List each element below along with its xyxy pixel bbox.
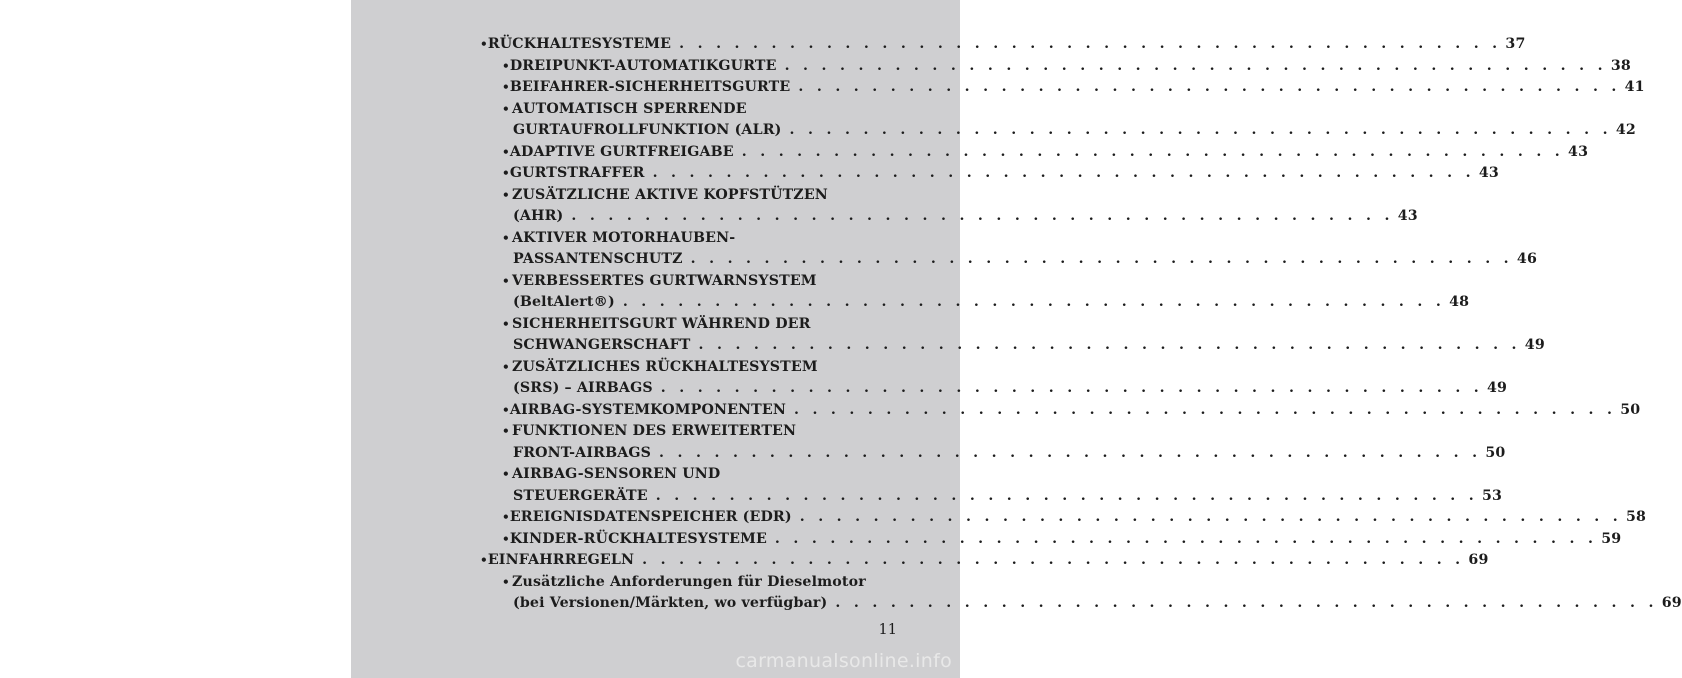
bullet-icon: •: [502, 230, 510, 245]
toc-entry-label-continued: GURTAUFROLLFUNKTION (ALR): [513, 122, 782, 138]
toc-entry-page: 49: [1487, 380, 1508, 396]
toc-entry-continuation[interactable]: [513, 120, 1636, 142]
bullet-icon: •: [502, 467, 510, 481]
bullet-icon: •: [480, 553, 488, 567]
toc-entry-beifahrer-sicherheitsgurte[interactable]: [502, 77, 1645, 99]
toc-entry-label: Zusätzliche Anforderungen für Dieselmotor: [512, 573, 866, 590]
toc-entry-continuation[interactable]: [513, 335, 1545, 357]
bullet-icon: •: [480, 37, 488, 51]
toc-entry-aktive-kopfstuetzen[interactable]: [502, 185, 897, 207]
toc-entry-label: AKTIVER MOTORHAUBEN-: [512, 229, 736, 246]
toc-entry-label: AIRBAG-SYSTEMKOMPONENTEN: [509, 401, 786, 418]
toc-entry-continuation[interactable]: [513, 249, 1537, 271]
toc-entry-page: 59: [1601, 530, 1622, 547]
toc-panel: [351, 0, 1682, 678]
page-number: 11: [878, 622, 897, 638]
toc-entry-continuation[interactable]: [513, 378, 1508, 400]
dot-leader: . . . . . . . . . . . . . . . . . . . . . . . . . . . . . . . . . . . . . . . . . . . . .: [642, 552, 1465, 568]
bullet-icon: •: [502, 510, 510, 524]
toc-entry-label-continued: (AHR): [513, 208, 564, 224]
toc-entry-page: 38: [1610, 57, 1631, 74]
bullet-icon: •: [502, 273, 510, 288]
toc-entry-label: GURTSTRAFFER: [509, 165, 645, 181]
toc-entry-label: ZUSÄTZLICHES RÜCKHALTESYSTEM: [512, 358, 818, 375]
dot-leader: . . . . . . . . . . . . . . . . . . . . . . . . . . . . . . . . . . . . . . . . . . . . .: [659, 444, 1482, 461]
toc-entry-adaptive-gurtfreigabe[interactable]: [502, 142, 1589, 164]
toc-entry-label: ZUSÄTZLICHE AKTIVE KOPFSTÜTZEN: [512, 186, 828, 203]
toc-entry-page: 58: [1626, 509, 1647, 525]
toc-entry-automatisch-sperrende[interactable]: [502, 99, 897, 121]
dot-leader: . . . . . . . . . . . . . . . . . . . . . . . . . . . . . . . . . . . . . . . . . . . . .: [655, 487, 1479, 504]
toc-entry-airbag-sensoren[interactable]: [502, 464, 897, 486]
toc-entry-page: 41: [1624, 79, 1645, 95]
toc-entry-label-continued: SCHWANGERSCHAFT: [513, 337, 691, 353]
toc-entry-label: RÜCKHALTESYSTEME: [487, 36, 672, 52]
bullet-icon: •: [502, 101, 510, 116]
dot-leader: . . . . . . . . . . . . . . . . . . . . . . . . . . . . . . . . . . . . . . . . . . . . .: [679, 36, 1502, 52]
toc-entry-continuation[interactable]: [513, 292, 1470, 314]
toc-entry-label: FUNKTIONEN DES ERWEITERTEN: [512, 423, 797, 439]
bullet-icon: •: [502, 359, 510, 374]
toc-entry-ereignisdatenspeicher[interactable]: [502, 507, 1647, 529]
dot-leader: . . . . . . . . . . . . . . . . . . . . . . . . . . . . . . . . . . . . . . . . . . . . .: [571, 208, 1394, 224]
toc-entry-einfahrregeln[interactable]: [480, 550, 1489, 572]
bullet-icon: •: [502, 187, 510, 202]
toc-entry-page: 46: [1516, 251, 1537, 267]
toc-entry-airbag-systemkomponenten[interactable]: [502, 400, 1641, 422]
bullet-icon: •: [502, 144, 510, 159]
toc-entry-label-continued: STEUERGERÄTE: [513, 487, 648, 504]
toc-entry-continuation[interactable]: [513, 593, 1682, 615]
toc-entry-page: 43: [1568, 143, 1589, 160]
toc-entry-label: AIRBAG-SENSOREN UND: [512, 466, 721, 482]
bullet-icon: •: [502, 80, 510, 94]
toc-entry-label: SICHERHEITSGURT WÄHREND DER: [512, 315, 811, 332]
toc-entry-aktiver-motorhauben[interactable]: [502, 228, 897, 250]
toc-entry-kinder-rueckhaltesysteme[interactable]: [502, 529, 1622, 551]
dot-leader: . . . . . . . . . . . . . . . . . . . . . . . . . . . . . . . . . . . . . . . . . . . . .: [741, 143, 1565, 160]
toc-entry-gurtstraffer[interactable]: [502, 163, 1499, 185]
dot-leader: . . . . . . . . . . . . . . . . . . . . . . . . . . . . . . . . . . . . . . . . . . . . .: [798, 79, 1621, 95]
toc-entry-label: ADAPTIVE GURTFREIGABE: [509, 143, 734, 160]
bullet-icon: •: [502, 316, 510, 331]
dot-leader: . . . . . . . . . . . . . . . . . . . . . . . . . . . . . . . . . . . . . . . . . . . . .: [622, 294, 1446, 310]
dot-leader: . . . . . . . . . . . . . . . . . . . . . . . . . . . . . . . . . . . . . . . . . . . . .: [660, 380, 1484, 396]
bullet-icon: •: [502, 574, 510, 589]
toc-entry-dieselmotor[interactable]: [502, 572, 897, 594]
toc-entry-label-continued: FRONT-AIRBAGS: [513, 444, 652, 461]
dot-leader: . . . . . . . . . . . . . . . . . . . . . . . . . . . . . . . . . . . . . . . . . . . . .: [652, 165, 1475, 181]
toc-entry-page: 37: [1505, 36, 1526, 52]
toc-entry-page: 43: [1478, 165, 1499, 181]
toc-entry-label: EINFAHRREGELN: [487, 552, 635, 568]
toc-entry-rueckhaltesysteme[interactable]: [480, 34, 1526, 56]
toc-entry-page: 43: [1397, 208, 1418, 224]
dot-leader: . . . . . . . . . . . . . . . . . . . . . . . . . . . . . . . . . . . . . . . . . . . . .: [698, 337, 1521, 353]
dot-leader: . . . . . . . . . . . . . . . . . . . . . . . . . . . . . . . . . . . . . . . . . . . . .: [793, 401, 1617, 418]
toc-entry-label: DREIPUNKT-AUTOMATIKGURTE: [509, 57, 777, 74]
toc-entry-continuation[interactable]: [513, 206, 1418, 228]
toc-entry-dreipunkt-automatikgurte[interactable]: [502, 56, 1631, 78]
bullet-icon: •: [502, 424, 510, 438]
bullet-icon: •: [502, 402, 510, 417]
bullet-icon: •: [502, 531, 510, 546]
toc-entry-page: 49: [1524, 337, 1545, 353]
dot-leader: . . . . . . . . . . . . . . . . . . . . . . . . . . . . . . . . . . . . . . . . . . . . .: [774, 530, 1598, 547]
bullet-icon: •: [502, 166, 510, 180]
toc-entry-page: 69: [1468, 552, 1489, 568]
toc-entry-page: 69: [1661, 595, 1682, 611]
bullet-icon: •: [502, 58, 510, 73]
toc-entry-label-continued: (bei Versionen/Märkten, wo verfügbar): [513, 595, 828, 611]
toc-entry-label: EREIGNISDATENSPEICHER (EDR): [509, 509, 792, 525]
toc-entry-page: 48: [1449, 294, 1470, 310]
toc-entry-page: 53: [1482, 487, 1503, 504]
toc-entry-label-continued: (BeltAlert®): [513, 294, 615, 310]
toc-entry-page: 50: [1620, 401, 1641, 418]
toc-entry-continuation[interactable]: [513, 443, 1506, 465]
toc-entry-label-continued: (SRS) – AIRBAGS: [513, 380, 653, 396]
toc-entry-page: 42: [1615, 122, 1636, 138]
dot-leader: . . . . . . . . . . . . . . . . . . . . . . . . . . . . . . . . . . . . . . . . . . . . .: [789, 122, 1612, 138]
dot-leader: . . . . . . . . . . . . . . . . . . . . . . . . . . . . . . . . . . . . . . . . . . . . .: [835, 595, 1658, 611]
toc-entry-label: KINDER-RÜCKHALTESYSTEME: [509, 530, 767, 547]
dot-leader: . . . . . . . . . . . . . . . . . . . . . . . . . . . . . . . . . . . . . . . . . . . . .: [690, 251, 1513, 267]
toc-entry-sicherheitsgurt-schwangerschaft[interactable]: [502, 314, 897, 336]
dot-leader: . . . . . . . . . . . . . . . . . . . . . . . . . . . . . . . . . . . . . . . . . . . . .: [784, 57, 1607, 74]
toc-entry-gurtwarnsystem[interactable]: [502, 271, 897, 293]
watermark-text: carmanualsonline.info: [735, 650, 952, 672]
toc-entry-label: BEIFAHRER-SICHERHEITSGURTE: [509, 79, 791, 95]
toc-entry-funktionen-front-airbags[interactable]: [502, 421, 897, 443]
toc-entry-label: VERBESSERTES GURTWARNSYSTEM: [512, 272, 817, 289]
toc-entry-label-continued: PASSANTENSCHUTZ: [513, 251, 683, 267]
toc-entry-label: AUTOMATISCH SPERRENDE: [512, 100, 747, 117]
toc-entry-zusaetzliches-rueckhaltesystem[interactable]: [502, 357, 897, 379]
toc-entry-page: 50: [1485, 444, 1506, 461]
dot-leader: . . . . . . . . . . . . . . . . . . . . . . . . . . . . . . . . . . . . . . . . . . . . .: [799, 509, 1623, 525]
toc-entry-continuation[interactable]: [513, 486, 1503, 508]
